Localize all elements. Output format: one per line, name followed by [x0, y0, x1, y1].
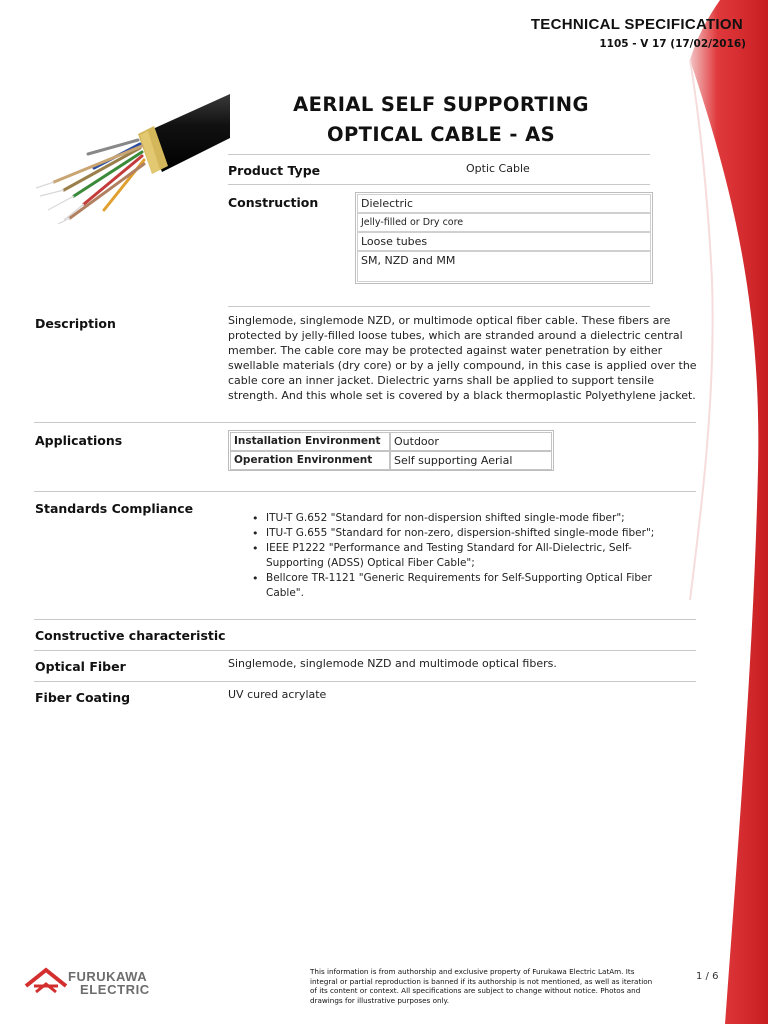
divider	[34, 491, 696, 492]
page-number: 1 / 6	[696, 971, 719, 982]
divider	[228, 154, 650, 155]
applications-value: Self supporting Aerial	[390, 451, 552, 470]
standards-label: Standards Compliance	[35, 501, 194, 516]
product-type-value: Optic Cable	[466, 162, 530, 175]
document-type-heading: TECHNICAL SPECIFICATION	[530, 16, 743, 33]
applications-label: Applications	[35, 433, 123, 448]
standard-item: • ITU-T G.655 "Standard for non-zero, dispersion-shifted single-mode fiber";	[252, 526, 672, 541]
product-type-label: Product Type	[228, 163, 321, 178]
construction-row: Loose tubes	[357, 232, 651, 251]
divider	[34, 619, 696, 620]
logo-text-line-1: FURUKAWA	[68, 969, 148, 984]
description-label: Description	[35, 316, 116, 331]
standard-item: • IEEE P1222 "Performance and Testing Standard for All-Dielectric, Self-Supporting (ADSS) Optical Fiber Cable";	[252, 541, 672, 571]
constructive-characteristic-heading: Constructive characteristic	[35, 628, 226, 643]
fiber-coating-label: Fiber Coating	[35, 690, 131, 705]
fiber-coating-value: UV cured acrylate	[228, 688, 327, 701]
construction-table	[355, 192, 653, 284]
standard-item: • ITU-T G.652 "Standard for non-dispersion shifted single-mode fiber";	[252, 511, 672, 526]
applications-key: Installation Environment	[230, 432, 390, 451]
construction-row: Dielectric	[357, 194, 651, 213]
logo-text-line-2: ELECTRIC	[80, 982, 150, 997]
standards-list	[252, 511, 672, 601]
description-text: Singlemode, singlemode NZD, or multimode optical fiber cable. These fibers are protected by jelly-filled loose tubes, which are stranded around a dielectric central member. The cable core may be protected against water penetration by either swellable materials (dry core) or by a jelly compound, in this case is applied over the cable core an inner jacket. Dielectric yarns shall be applied to support tensile strength. And this whole set is covered by a black thermoplastic Polyethylene jacket.	[228, 314, 697, 402]
applications-value: Outdoor	[390, 432, 552, 451]
divider	[34, 422, 696, 423]
document-version: 1105 - V 17 (17/02/2016)	[599, 38, 746, 50]
standard-item: • Bellcore TR-1121 "Generic Requirements for Self-Supporting Optical Fiber Cable".	[252, 571, 672, 601]
construction-row: SM, NZD and MM	[357, 251, 651, 282]
legal-notice: This information is from authorship and exclusive property of Furukawa Electric LatAm. Its integral or partial reproduction is banned if its authorship is not mentioned, as well as iteration of its content or context. All specifications are subject to change without notice. Photos and drawings for illustrative purposes only.	[310, 967, 653, 1005]
applications-table	[228, 430, 554, 471]
construction-row: Jelly-filled or Dry core	[357, 213, 651, 232]
title-line-1: AERIAL SELF SUPPORTING	[293, 93, 589, 116]
furukawa-logo	[24, 966, 174, 998]
optical-fiber-label: Optical Fiber	[35, 659, 126, 674]
title-line-2: OPTICAL CABLE - AS	[326, 123, 556, 146]
divider	[34, 650, 696, 651]
cable-photo	[34, 92, 230, 224]
divider	[228, 306, 650, 307]
divider	[34, 681, 696, 682]
applications-key: Operation Environment	[230, 451, 390, 470]
optical-fiber-value: Singlemode, singlemode NZD and multimode optical fibers.	[228, 657, 557, 670]
divider	[228, 184, 650, 185]
logo-mark-icon	[24, 966, 68, 996]
construction-label: Construction	[228, 195, 319, 210]
